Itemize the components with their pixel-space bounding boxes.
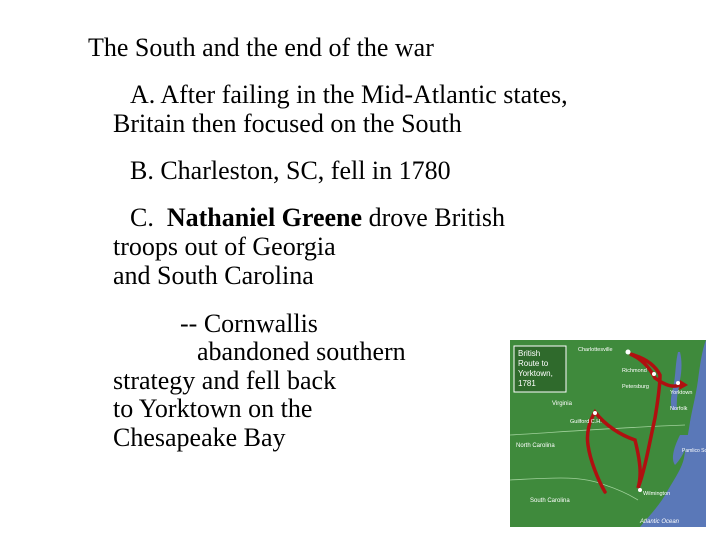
subitem-line-4: to Yorktown on the xyxy=(113,394,313,423)
label-richmond: Richmond xyxy=(622,368,647,374)
richmond-marker xyxy=(652,372,656,376)
label-norfolk: Norfolk xyxy=(670,406,688,412)
label-yorktown: Yorktown xyxy=(670,390,693,396)
yorktown-marker xyxy=(676,381,680,385)
item-a-line-1: A. After failing in the Mid-Atlantic states, xyxy=(130,80,568,109)
slide-title: The South and the end of the war xyxy=(88,33,434,62)
charlottesville-marker xyxy=(626,350,631,355)
item-c-name: Nathaniel Greene xyxy=(166,203,363,232)
item-c-line-1 xyxy=(130,203,505,232)
label-wilmington: Wilmington xyxy=(643,491,671,497)
item-c-line-2: troops out of Georgia xyxy=(113,232,336,261)
subitem-line-5: Chesapeake Bay xyxy=(113,423,286,452)
label-atlantic-ocean: Atlantic Ocean xyxy=(640,519,680,525)
item-a-line-2: Britain then focused on the South xyxy=(113,109,462,138)
legend-line-3: Yorktown, xyxy=(518,369,553,378)
legend-line-1: British xyxy=(518,349,541,358)
item-c-prefix: C. xyxy=(130,203,167,232)
wilmington-marker xyxy=(638,488,642,492)
guilford-marker xyxy=(593,411,597,415)
label-charlottesville: Charlottesville xyxy=(578,347,613,353)
legend-line-2: Route to xyxy=(518,359,549,368)
yorktown-route-map xyxy=(510,340,716,527)
subitem-line-1: -- Cornwallis xyxy=(180,309,318,338)
item-c-line-3: and South Carolina xyxy=(113,261,314,290)
legend-line-4: 1781 xyxy=(518,379,536,388)
label-south-carolina: South Carolina xyxy=(530,498,570,504)
map-legend xyxy=(514,346,566,392)
label-north-carolina: North Carolina xyxy=(516,443,555,449)
label-virginia: Virginia xyxy=(552,401,572,407)
label-petersburg: Petersburg xyxy=(622,384,649,390)
item-c-rest: drove British xyxy=(362,203,506,232)
label-guilford: Guilford C.H. xyxy=(570,419,602,425)
item-b-line-1: B. Charleston, SC, fell in 1780 xyxy=(130,156,451,185)
subitem-line-2: abandoned southern xyxy=(197,337,406,366)
subitem-line-3: strategy and fell back xyxy=(113,366,337,395)
label-pamlico-sound: Pamlico Sound xyxy=(682,448,716,454)
